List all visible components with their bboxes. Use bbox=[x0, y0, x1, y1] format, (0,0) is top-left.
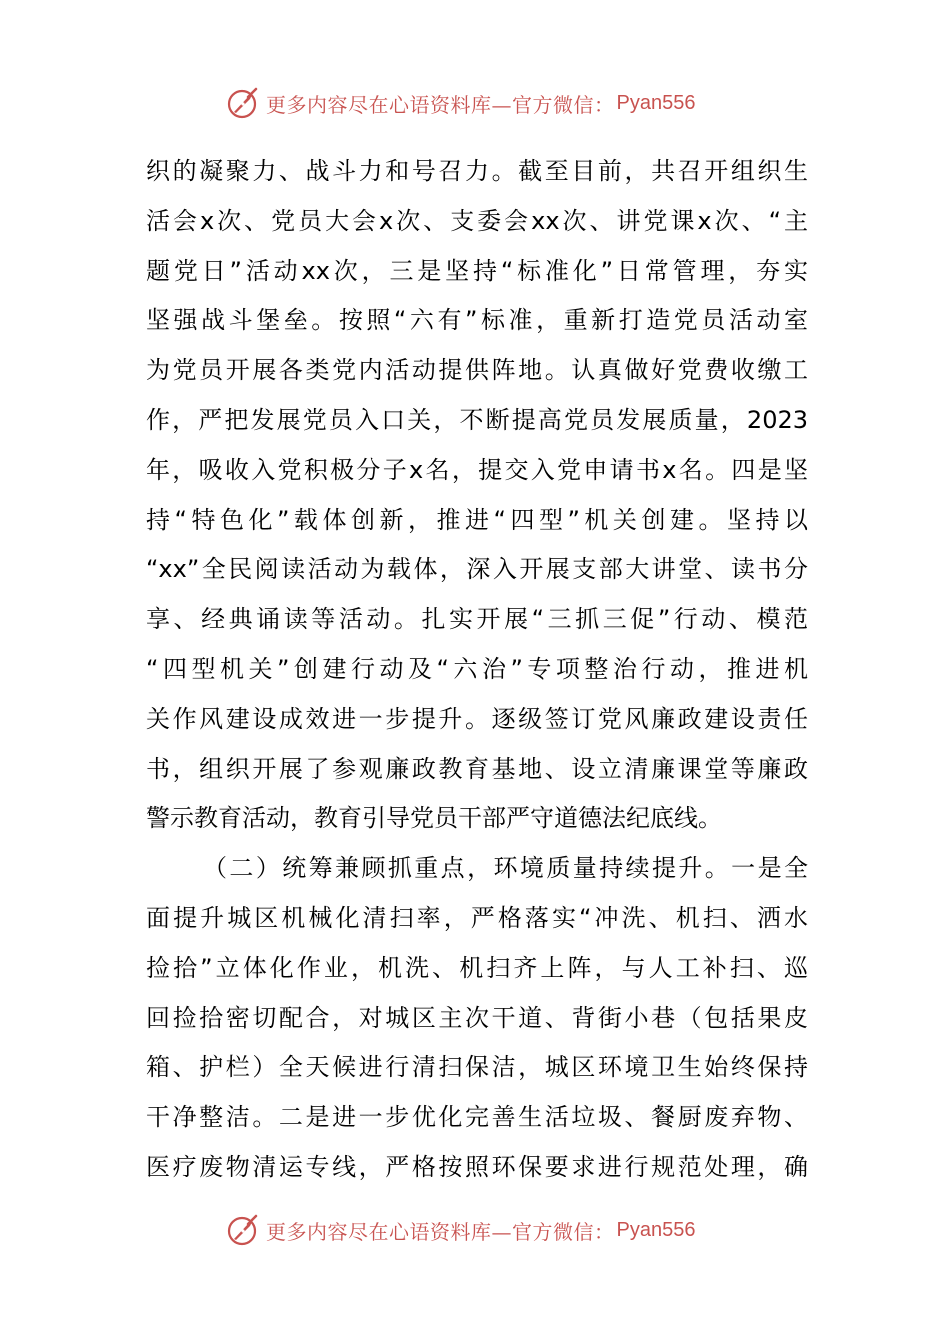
text-line: 持“特色化”载体创新，推进“四型”机关创建。坚持以 bbox=[146, 505, 808, 534]
section-heading-line: （二）统筹兼顾抓重点，环境质量持续提升。一是全 bbox=[203, 854, 808, 883]
text-line: “xx”全民阅读活动为载体，深入开展支部大讲堂、读书分 bbox=[146, 555, 808, 584]
text-line: 作，严把发展党员入口关，不断提高党员发展质量，2023 bbox=[146, 405, 808, 434]
text-line: 箱、护栏）全天候进行清扫保洁，城区环境卫生始终保持 bbox=[146, 1053, 808, 1082]
text-line: 干净整洁。二是进一步优化完善生活垃圾、餐厨废弃物、 bbox=[146, 1103, 808, 1132]
text-line: “四型机关”创建行动及“六治”专项整治行动，推进机 bbox=[146, 654, 808, 683]
text-line: 坚强战斗堡垒。按照“六有”标准，重新打造党员活动室 bbox=[146, 306, 808, 335]
text-line: 医疗废物清运专线，严格按照环保要求进行规范处理，确 bbox=[146, 1152, 808, 1181]
watermark-text: 更多内容尽在心语资料库—官方微信： bbox=[266, 1219, 615, 1244]
watermark-handle: Pyan556 bbox=[616, 91, 696, 114]
pen-nib-logo-icon bbox=[226, 1212, 262, 1248]
text-line: 关作风建设成效进一步提升。逐级签订党风廉政建设责任 bbox=[146, 704, 808, 733]
header-watermark bbox=[226, 83, 695, 123]
text-line: 回捡拾密切配合，对城区主次干道、背街小巷（包括果皮 bbox=[146, 1003, 808, 1032]
text-line: 书，组织开展了参观廉政教育基地、设立清廉课堂等廉政 bbox=[146, 754, 808, 783]
document-body bbox=[146, 147, 808, 1193]
text-line: 年，吸收入党积极分子x名，提交入党申请书x名。四是坚 bbox=[146, 455, 808, 484]
pen-nib-logo-icon bbox=[226, 85, 262, 121]
text-line: 为党员开展各类党内活动提供阵地。认真做好党费收缴工 bbox=[146, 356, 808, 385]
footer-watermark bbox=[226, 1210, 695, 1250]
text-line: 织的凝聚力、战斗力和号召力。截至目前，共召开组织生 bbox=[146, 157, 808, 185]
text-line: 享、经典诵读等活动。扎实开展“三抓三促”行动、模范 bbox=[146, 605, 808, 634]
text-line: 面提升城区机械化清扫率，严格落实“冲洗、机扫、洒水 bbox=[146, 903, 808, 932]
text-line: 活会x次、党员大会x次、支委会xx次、讲党课x次、“主 bbox=[146, 206, 808, 235]
text-line: 题党日”活动xx次，三是坚持“标准化”日常管理，夯实 bbox=[146, 256, 808, 285]
watermark-handle: Pyan556 bbox=[616, 1218, 696, 1241]
text-line: 捡拾”立体化作业，机洗、机扫齐上阵，与人工补扫、巡 bbox=[146, 953, 808, 982]
paragraph-end-line: 警示教育活动，教育引导党员干部严守道德法纪底线。 bbox=[146, 804, 722, 833]
watermark-text: 更多内容尽在心语资料库—官方微信： bbox=[266, 92, 615, 117]
